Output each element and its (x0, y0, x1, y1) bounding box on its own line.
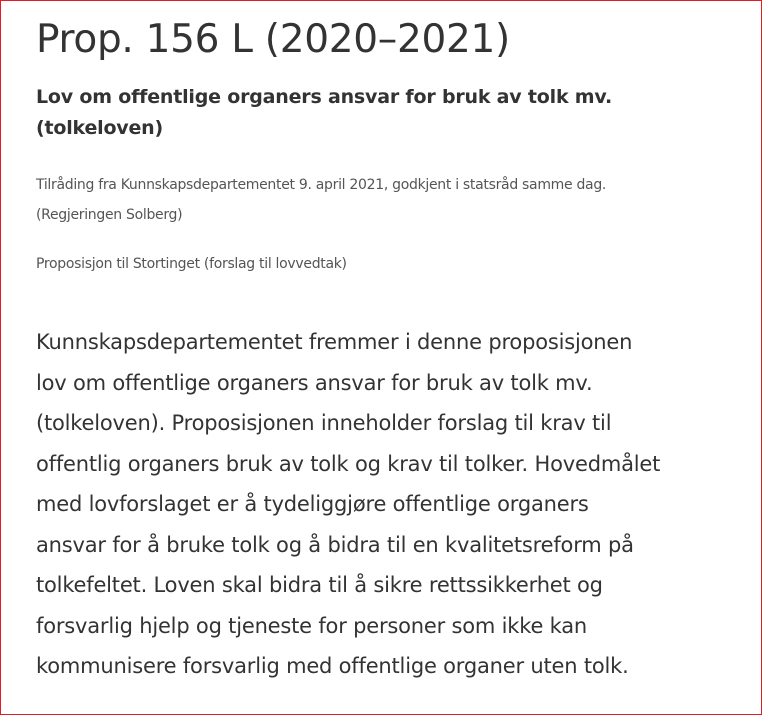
summary-line: forsvarlig hjelp og tjeneste for personer som ikke kan (36, 613, 588, 638)
document-content (36, 13, 746, 687)
proposition-type: Proposisjon til Stortinget (forslag til lovvedtak) (36, 256, 347, 272)
summary-line: (tolkeloven). Proposisjonen inneholder forslag til krav til (36, 411, 612, 435)
summary-line: tolkefeltet. Loven skal bidra til å sikre rettssikkerhet og (36, 573, 603, 597)
summary-line: med lovforslaget er å tydeliggjøre offentlige organers (36, 492, 589, 516)
law-title-line: Lov om offentlige organers ansvar for bruk av tolk mv. (36, 86, 613, 108)
law-title (36, 82, 746, 144)
page-title: Prop. 156 L (2020–2021) (36, 17, 510, 62)
approval-line: (Regjeringen Solberg) (36, 207, 183, 223)
summary-paragraph (36, 322, 746, 687)
summary-line: offentlig organers bruk av tolk og krav til tolker. Hovedmålet (36, 451, 661, 476)
approval-note (36, 170, 746, 230)
summary-line: kommunisere forsvarlig med offentlige organer uten tolk. (36, 654, 629, 678)
summary-line: lov om offentlige organers ansvar for bruk av tolk mv. (36, 370, 593, 395)
summary-line: Kunnskapsdepartementet fremmer i denne proposisjonen (36, 330, 633, 354)
approval-line: Tilråding fra Kunnskapsdepartementet 9. april 2021, godkjent i statsråd samme dag. (36, 177, 607, 193)
law-title-line: (tolkeloven) (36, 117, 163, 139)
summary-line: ansvar for å bruke tolk og å bidra til en kvalitetsreform på (36, 532, 634, 557)
